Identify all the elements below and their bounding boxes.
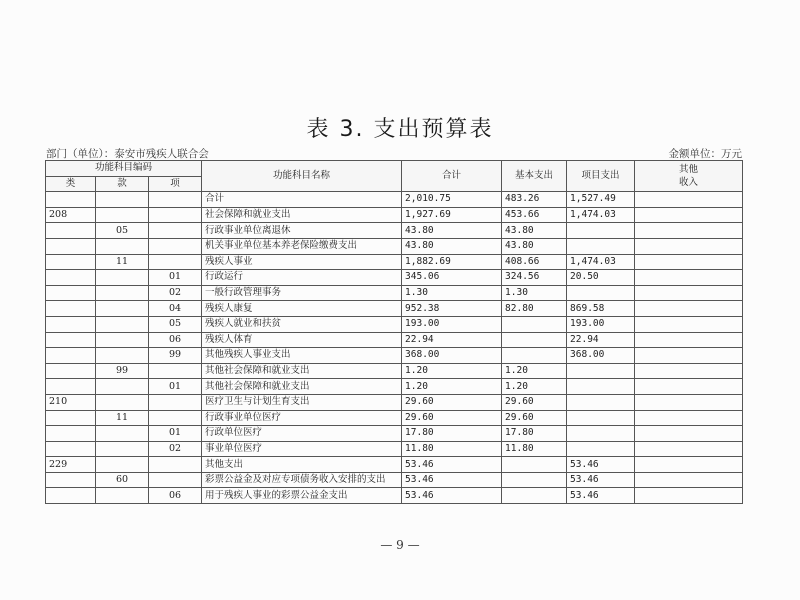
cell-xiang bbox=[149, 254, 202, 270]
cell-total: 43.80 bbox=[402, 223, 502, 239]
cell-other bbox=[635, 192, 743, 208]
cell-total: 17.80 bbox=[402, 426, 502, 442]
cell-total: 1.30 bbox=[402, 285, 502, 301]
table-row bbox=[46, 394, 743, 410]
cell-kuan bbox=[96, 394, 149, 410]
cell-total: 1,927.69 bbox=[402, 207, 502, 223]
cell-basic bbox=[502, 316, 567, 332]
table-row bbox=[46, 457, 743, 473]
cell-name: 其他社会保障和就业支出 bbox=[202, 379, 402, 395]
cell-xiang bbox=[149, 238, 202, 254]
cell-project bbox=[567, 426, 635, 442]
table-row bbox=[46, 254, 743, 270]
cell-project: 22.94 bbox=[567, 332, 635, 348]
header-total: 合计 bbox=[402, 161, 502, 192]
header-other bbox=[635, 161, 743, 192]
table-row bbox=[46, 379, 743, 395]
cell-xiang: 02 bbox=[149, 285, 202, 301]
cell-name: 其他支出 bbox=[202, 457, 402, 473]
page-title: 表 3. 支出预算表 bbox=[306, 117, 494, 142]
budget-table bbox=[45, 160, 743, 504]
header-project: 项目支出 bbox=[567, 161, 635, 192]
cell-kuan bbox=[96, 332, 149, 348]
cell-other bbox=[635, 472, 743, 488]
cell-basic bbox=[502, 348, 567, 364]
cell-xiang bbox=[149, 410, 202, 426]
cell-lei bbox=[46, 238, 96, 254]
cell-other bbox=[635, 316, 743, 332]
cell-project bbox=[567, 394, 635, 410]
cell-basic: 453.66 bbox=[502, 207, 567, 223]
cell-kuan: 11 bbox=[96, 410, 149, 426]
cell-project: 869.58 bbox=[567, 301, 635, 317]
cell-kuan: 11 bbox=[96, 254, 149, 270]
cell-basic: 1.30 bbox=[502, 285, 567, 301]
cell-lei bbox=[46, 301, 96, 317]
table-row bbox=[46, 207, 743, 223]
cell-basic: 483.26 bbox=[502, 192, 567, 208]
cell-total: 53.46 bbox=[402, 457, 502, 473]
table-row bbox=[46, 348, 743, 364]
cell-other bbox=[635, 270, 743, 286]
cell-other bbox=[635, 441, 743, 457]
cell-basic: 82.80 bbox=[502, 301, 567, 317]
cell-project: 53.46 bbox=[567, 457, 635, 473]
cell-other bbox=[635, 394, 743, 410]
cell-name: 社会保障和就业支出 bbox=[202, 207, 402, 223]
cell-kuan bbox=[96, 192, 149, 208]
header-other-line1: 其他 bbox=[679, 164, 699, 176]
cell-project: 368.00 bbox=[567, 348, 635, 364]
cell-kuan bbox=[96, 207, 149, 223]
cell-name: 残疾人体育 bbox=[202, 332, 402, 348]
cell-xiang: 01 bbox=[149, 270, 202, 286]
cell-lei bbox=[46, 223, 96, 239]
cell-project: 1,527.49 bbox=[567, 192, 635, 208]
cell-name: 残疾人就业和扶贫 bbox=[202, 316, 402, 332]
cell-name: 事业单位医疗 bbox=[202, 441, 402, 457]
cell-other bbox=[635, 254, 743, 270]
cell-lei: 208 bbox=[46, 207, 96, 223]
cell-total: 43.80 bbox=[402, 238, 502, 254]
cell-lei bbox=[46, 379, 96, 395]
table-row bbox=[46, 410, 743, 426]
cell-name: 行政运行 bbox=[202, 270, 402, 286]
cell-total: 53.46 bbox=[402, 488, 502, 504]
cell-total: 952.38 bbox=[402, 301, 502, 317]
cell-other bbox=[635, 457, 743, 473]
table-row bbox=[46, 363, 743, 379]
cell-name: 机关事业单位基本养老保险缴费支出 bbox=[202, 238, 402, 254]
table-row bbox=[46, 270, 743, 286]
table-row bbox=[46, 332, 743, 348]
cell-total: 193.00 bbox=[402, 316, 502, 332]
cell-other bbox=[635, 207, 743, 223]
cell-basic: 1.20 bbox=[502, 379, 567, 395]
cell-total: 368.00 bbox=[402, 348, 502, 364]
cell-project: 1,474.03 bbox=[567, 207, 635, 223]
cell-other bbox=[635, 426, 743, 442]
cell-total: 29.60 bbox=[402, 410, 502, 426]
table-row bbox=[46, 238, 743, 254]
table-row bbox=[46, 441, 743, 457]
cell-lei: 229 bbox=[46, 457, 96, 473]
cell-name: 合计 bbox=[202, 192, 402, 208]
cell-lei bbox=[46, 363, 96, 379]
cell-project: 53.46 bbox=[567, 488, 635, 504]
cell-lei bbox=[46, 316, 96, 332]
cell-kuan: 99 bbox=[96, 363, 149, 379]
cell-other bbox=[635, 410, 743, 426]
cell-kuan bbox=[96, 348, 149, 364]
cell-name: 其他社会保障和就业支出 bbox=[202, 363, 402, 379]
cell-total: 2,010.75 bbox=[402, 192, 502, 208]
cell-other bbox=[635, 223, 743, 239]
cell-total: 1.20 bbox=[402, 379, 502, 395]
cell-lei: 210 bbox=[46, 394, 96, 410]
cell-kuan: 60 bbox=[96, 472, 149, 488]
cell-kuan bbox=[96, 441, 149, 457]
unit-label: 金额单位：万元 bbox=[668, 148, 742, 160]
cell-lei bbox=[46, 472, 96, 488]
cell-project: 1,474.03 bbox=[567, 254, 635, 270]
cell-basic: 1.20 bbox=[502, 363, 567, 379]
header-xiang: 项 bbox=[149, 176, 202, 192]
cell-lei bbox=[46, 332, 96, 348]
cell-xiang: 04 bbox=[149, 301, 202, 317]
page-number: — 9 — bbox=[380, 538, 420, 552]
cell-basic: 43.80 bbox=[502, 223, 567, 239]
header-name: 功能科目名称 bbox=[202, 161, 402, 192]
cell-project bbox=[567, 223, 635, 239]
cell-basic: 29.60 bbox=[502, 394, 567, 410]
cell-xiang: 06 bbox=[149, 332, 202, 348]
table-row bbox=[46, 426, 743, 442]
cell-xiang: 99 bbox=[149, 348, 202, 364]
table-row bbox=[46, 192, 743, 208]
cell-lei bbox=[46, 285, 96, 301]
cell-basic: 408.66 bbox=[502, 254, 567, 270]
cell-project bbox=[567, 363, 635, 379]
cell-name: 行政单位医疗 bbox=[202, 426, 402, 442]
cell-total: 11.80 bbox=[402, 441, 502, 457]
cell-basic bbox=[502, 488, 567, 504]
cell-kuan bbox=[96, 301, 149, 317]
table-row bbox=[46, 316, 743, 332]
cell-basic bbox=[502, 472, 567, 488]
cell-other bbox=[635, 285, 743, 301]
cell-name: 残疾人事业 bbox=[202, 254, 402, 270]
cell-lei bbox=[46, 426, 96, 442]
header-basic: 基本支出 bbox=[502, 161, 567, 192]
cell-xiang: 01 bbox=[149, 379, 202, 395]
cell-lei bbox=[46, 410, 96, 426]
cell-kuan: 05 bbox=[96, 223, 149, 239]
table-body bbox=[46, 192, 743, 504]
cell-other bbox=[635, 238, 743, 254]
cell-basic: 29.60 bbox=[502, 410, 567, 426]
table-header bbox=[46, 161, 743, 192]
cell-name: 用于残疾人事业的彩票公益金支出 bbox=[202, 488, 402, 504]
cell-basic: 17.80 bbox=[502, 426, 567, 442]
cell-lei bbox=[46, 192, 96, 208]
header-kuan: 款 bbox=[96, 176, 149, 192]
cell-project bbox=[567, 441, 635, 457]
table-row bbox=[46, 223, 743, 239]
cell-total: 345.06 bbox=[402, 270, 502, 286]
cell-basic: 43.80 bbox=[502, 238, 567, 254]
cell-other bbox=[635, 348, 743, 364]
cell-kuan bbox=[96, 238, 149, 254]
header-code-group: 功能科目编码 bbox=[46, 161, 202, 177]
table-row bbox=[46, 472, 743, 488]
cell-project bbox=[567, 285, 635, 301]
cell-project: 20.50 bbox=[567, 270, 635, 286]
cell-kuan bbox=[96, 316, 149, 332]
header-other-line2: 收入 bbox=[679, 177, 699, 189]
department-label: 部门（单位）：泰安市残疾人联合会 bbox=[46, 148, 209, 160]
cell-name: 残疾人康复 bbox=[202, 301, 402, 317]
cell-kuan bbox=[96, 379, 149, 395]
cell-xiang: 01 bbox=[149, 426, 202, 442]
cell-name: 一般行政管理事务 bbox=[202, 285, 402, 301]
cell-kuan bbox=[96, 426, 149, 442]
cell-total: 29.60 bbox=[402, 394, 502, 410]
cell-basic: 324.56 bbox=[502, 270, 567, 286]
cell-xiang bbox=[149, 223, 202, 239]
table-row bbox=[46, 488, 743, 504]
cell-total: 1,882.69 bbox=[402, 254, 502, 270]
cell-other bbox=[635, 488, 743, 504]
cell-lei bbox=[46, 348, 96, 364]
cell-name: 其他残疾人事业支出 bbox=[202, 348, 402, 364]
cell-name: 医疗卫生与计划生育支出 bbox=[202, 394, 402, 410]
cell-project bbox=[567, 379, 635, 395]
cell-other bbox=[635, 332, 743, 348]
cell-kuan bbox=[96, 285, 149, 301]
cell-basic bbox=[502, 457, 567, 473]
cell-xiang: 06 bbox=[149, 488, 202, 504]
cell-project: 53.46 bbox=[567, 472, 635, 488]
cell-project: 193.00 bbox=[567, 316, 635, 332]
table-row bbox=[46, 285, 743, 301]
cell-name: 行政事业单位离退休 bbox=[202, 223, 402, 239]
cell-xiang bbox=[149, 394, 202, 410]
cell-project bbox=[567, 410, 635, 426]
cell-basic: 11.80 bbox=[502, 441, 567, 457]
table-row bbox=[46, 301, 743, 317]
cell-other bbox=[635, 379, 743, 395]
cell-xiang: 05 bbox=[149, 316, 202, 332]
cell-xiang bbox=[149, 363, 202, 379]
cell-name: 彩票公益金及对应专项债务收入安排的支出 bbox=[202, 472, 402, 488]
cell-other bbox=[635, 363, 743, 379]
header-lei: 类 bbox=[46, 176, 96, 192]
cell-total: 53.46 bbox=[402, 472, 502, 488]
cell-xiang: 02 bbox=[149, 441, 202, 457]
cell-kuan bbox=[96, 488, 149, 504]
cell-lei bbox=[46, 488, 96, 504]
cell-project bbox=[567, 238, 635, 254]
cell-kuan bbox=[96, 270, 149, 286]
cell-lei bbox=[46, 270, 96, 286]
cell-total: 22.94 bbox=[402, 332, 502, 348]
cell-total: 1.20 bbox=[402, 363, 502, 379]
cell-xiang bbox=[149, 457, 202, 473]
cell-xiang bbox=[149, 207, 202, 223]
cell-lei bbox=[46, 441, 96, 457]
cell-basic bbox=[502, 332, 567, 348]
cell-name: 行政事业单位医疗 bbox=[202, 410, 402, 426]
cell-other bbox=[635, 301, 743, 317]
cell-lei bbox=[46, 254, 96, 270]
cell-xiang bbox=[149, 192, 202, 208]
cell-xiang bbox=[149, 472, 202, 488]
cell-kuan bbox=[96, 457, 149, 473]
